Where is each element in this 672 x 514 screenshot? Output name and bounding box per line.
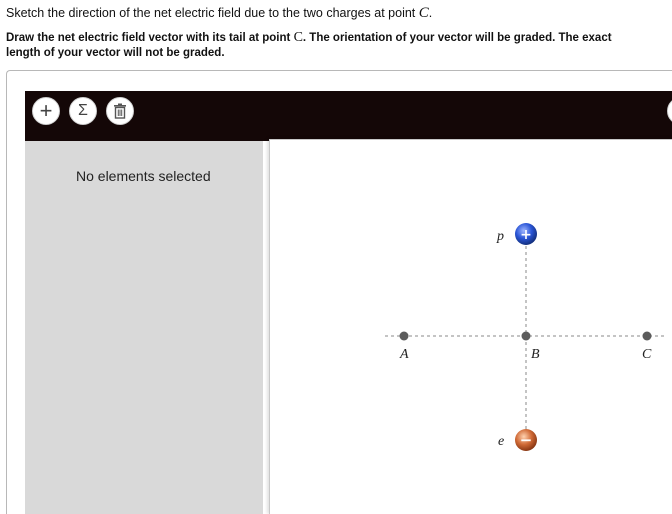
question-punct: . xyxy=(428,6,433,20)
plus-icon: + xyxy=(39,98,53,123)
toolbar xyxy=(25,91,672,141)
minus-sign: − xyxy=(519,431,533,449)
point-variable: C xyxy=(418,5,429,21)
sigma-button[interactable] xyxy=(69,97,97,125)
drawing-applet xyxy=(6,70,672,514)
question-instructions xyxy=(6,30,636,61)
point-b-label: B xyxy=(531,347,540,362)
point-a-label: A xyxy=(400,347,409,362)
point-c-marker[interactable] xyxy=(643,332,652,341)
question-text: Sketch the direction of the net electric field due to the two charges at point xyxy=(6,6,419,20)
no-selection-message: No elements selected xyxy=(76,168,211,184)
question-line-1 xyxy=(6,5,432,22)
instructions-text: Draw the net electric field vector with its tail at point xyxy=(6,32,294,44)
delete-button[interactable] xyxy=(106,97,134,125)
trash-icon xyxy=(113,103,127,119)
drawing-canvas[interactable] xyxy=(269,139,672,514)
charge-p-label: p xyxy=(497,229,504,244)
diagram-svg xyxy=(270,140,672,514)
point-c-label: C xyxy=(642,347,652,362)
point-variable-2: C xyxy=(293,30,303,45)
toolbar-right-button[interactable] xyxy=(667,97,672,125)
properties-panel xyxy=(25,141,263,514)
charge-e-label: e xyxy=(498,434,505,449)
point-b-marker[interactable] xyxy=(522,332,531,341)
plus-sign: + xyxy=(520,227,532,243)
sigma-icon: Σ xyxy=(78,102,88,119)
instructions-text-end: . The orientation of your vector will be graded. The exact length of your vector will not be graded. xyxy=(6,32,612,59)
point-a-marker[interactable] xyxy=(400,332,409,341)
add-button[interactable] xyxy=(32,97,60,125)
